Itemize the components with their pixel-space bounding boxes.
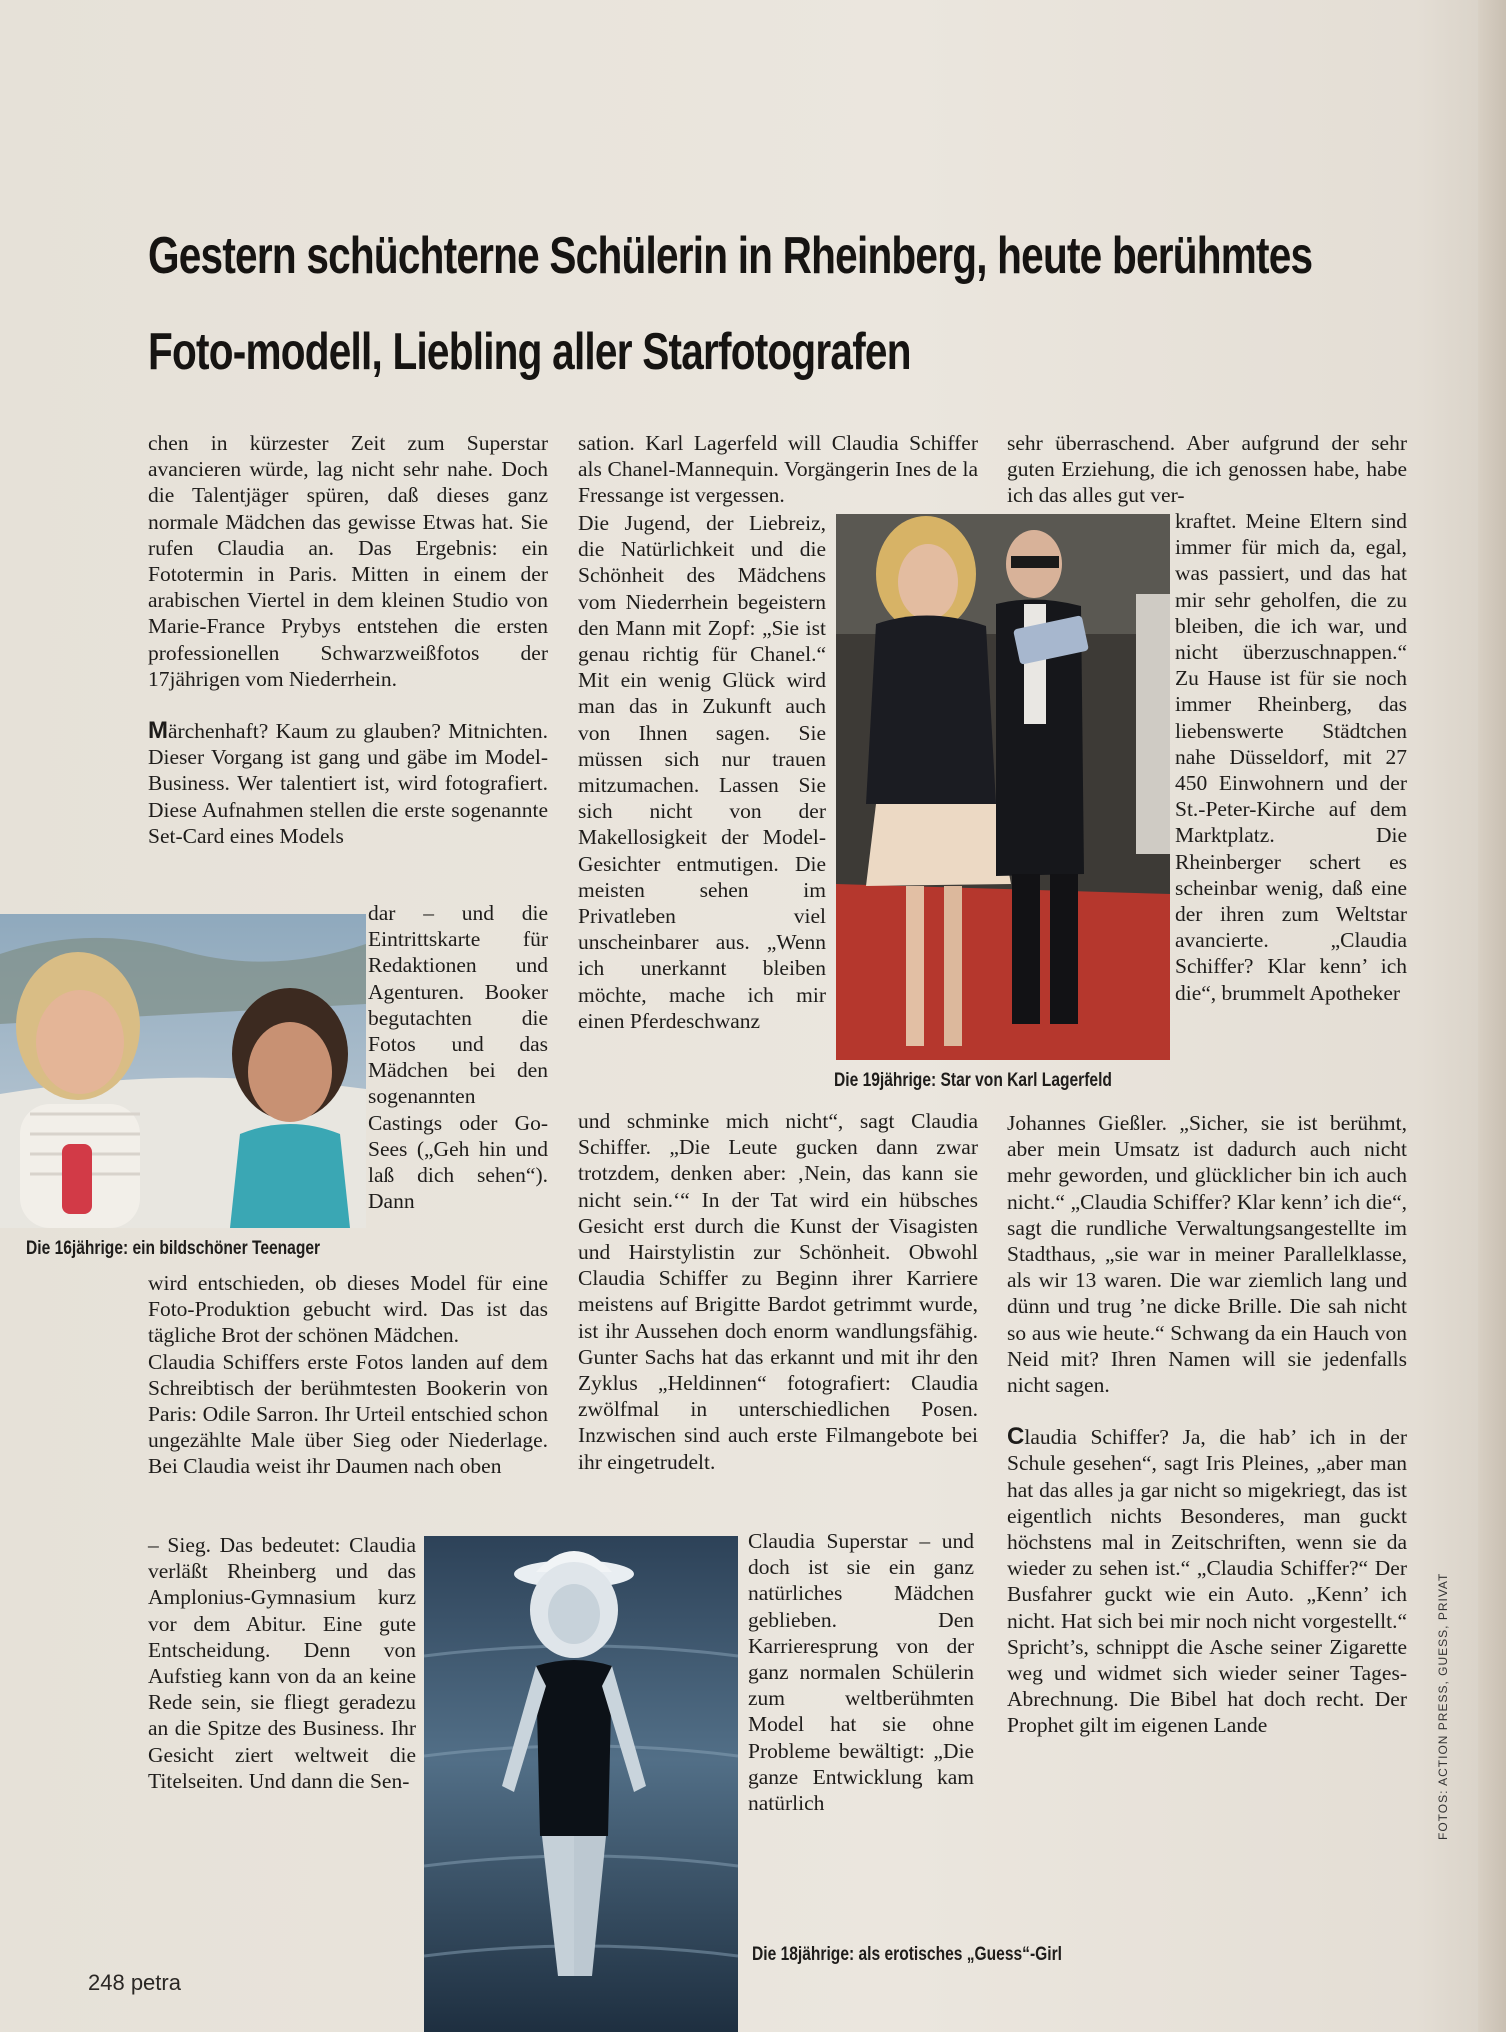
paragraph: sation. Karl Lagerfeld will Claudia Schiffer als Chanel-Mannequin. Vorgängerin Ines de la Fressange ist vergessen. bbox=[578, 431, 978, 508]
lagerfeld-photo-illustration bbox=[836, 514, 1170, 1060]
teenager-photo bbox=[0, 914, 366, 1228]
paragraph-text: ärchenhaft? Kaum zu glauben? Mitnichten. Dieser Vorgang ist gang und gäbe im Model-Business. Wer talentiert ist, wird fotografiert. Diese Aufnahmen stellen die erste sogenannte Set-Card eines Models bbox=[148, 719, 548, 848]
lagerfeld-photo bbox=[836, 514, 1170, 1060]
page-number: 248 petra bbox=[88, 1970, 181, 1995]
headline: Gestern schüchterne Schülerin in Rheinberg, heute berühmtes Foto-modell, Liebling aller Starfotografen bbox=[148, 227, 1313, 381]
paragraph: sehr überraschend. Aber aufgrund der sehr guten Erziehung, die ich genossen habe, habe ich das alles gut ver- bbox=[1007, 431, 1407, 508]
paragraph: chen in kürzester Zeit zum Superstar avancieren würde, lag nicht sehr nahe. Doch die Talentjäger spüren, daß dieses ganz normale Mädchen das gewisse Etwas hat. Sie rufen Claudia an. Das Ergebnis: ein Fototermin in Paris. Mitten in einem der arabischen Viertel in dem kleinen Studio von Marie-France Prybys entstehen die ersten professionellen Schwarzweißfotos der 17jährigen vom Niederrhein. bbox=[148, 431, 548, 691]
guess-photo bbox=[424, 1536, 738, 2032]
column-1-lower bbox=[148, 1270, 548, 1480]
photo-caption-guess: Die 18jährige: als erotisches „Guess“-Girl bbox=[752, 1944, 1062, 1965]
paragraph: Johannes Gießler. „Sicher, sie ist berühmt, aber mein Umsatz ist dadurch auch nicht mehr geworden, und glücklicher bin ich auch nicht.“ „Claudia Schiffer? Klar kenn’ ich die“, sagt die rundliche Verwaltungsangestellte im Stadthaus, „sie war in meiner Parallelklasse, als wir 13 waren. Die war ziemlich lang und dünn und trug ’ne dicke Brille. Die sah nicht so aus wie heute.“ Schwang da ein Hauch von Neid mit? Ihren Namen will sie jedenfalls nicht sagen. bbox=[1007, 1111, 1407, 1398]
column-1 bbox=[148, 430, 548, 849]
paragraph-text: laudia Schiffer? Ja, die hab’ ich in der Schule gesehen“, sagt Iris Pleines, „aber man hat das alles ja gar nicht so migekriegt, das ist eigentlich nichts Besonderes, man guckt höchstens mal in Zeitschriften, wenn sie da wieder zu sehen ist.“ „Claudia Schiffer?“ Der Busfahrer guckt wie ein Auto. „Kenn’ ich nicht. Hat sich bei mir noch nicht vorgestellt.“ Spricht’s, schnippt die Asche seiner Zigarette weg und widmet sich wieder seiner Tages-Abrechnung. Die Bibel hat doch recht. Der Prophet gilt im eigenen Lande bbox=[1007, 1425, 1407, 1738]
initial-letter: M bbox=[148, 717, 168, 745]
paragraph-wrap: Claudia Superstar – und doch ist sie ein ganz natürliches Mädchen geblieben. Den Karrieresprung von der ganz normalen Schülerin zum weltberühmten Model hat sie ohne Probleme bewältigt: „Die ganze Entwicklung kam natürlich bbox=[748, 1529, 974, 1816]
paragraph: und schminke mich nicht“, sagt Claudia Schiffer. „Die Leute gucken dann zwar trotzdem, denken aber: ‚Nein, das kann sie nicht sein.‘“ In der Tat wird ein hübsches Gesicht erst durch die Kunst der Visagisten und Hairstylistin zur Schönheit. Obwohl Claudia Schiffer zu Beginn ihrer Karriere meistens auf Brigitte Bardot getrimmt wurde, ist ihr Aussehen doch enorm wandlungsfähig. Gunter Sachs hat das erkannt und mit ihr den Zyklus „Heldinnen“ fotografiert: Claudia zwölfmal in unterschiedlichen Posen. Inzwischen sind auch erste Filmangebote bei ihr eingetrudelt. bbox=[578, 1109, 978, 1474]
photo-caption-teen: Die 16jährige: ein bildschöner Teenager bbox=[26, 1238, 321, 1259]
photo-credit: FOTOS: ACTION PRESS, GUESS, PRIVAT bbox=[1436, 1572, 1450, 1840]
paragraph bbox=[1007, 1424, 1407, 1738]
paragraph-wrap: dar – und die Eintrittskarte für Redaktionen und Agenturen. Booker begutachten die Fotos und das Mädchen bei den sogenannten Castings oder Go-Sees („Geh hin und laß dich sehen“). Dann bbox=[368, 901, 548, 1214]
paragraph-wrap: Die Jugend, der Liebreiz, die Natürlichkeit und die Schönheit des Mädchens vom Niederrhein begeistern den Mann mit Zopf: „Sie ist genau richtig für Chanel.“ Mit ein wenig Glück wird man das in Zukunft auch von Ihnen sagen. Sie müssen sich nur trauen mitzumachen. Lassen Sie sich nicht von der Makellosigkeit der Model-Gesichter entmutigen. Die meisten sehen im Privatleben viel unscheinbarer aus. „Wenn ich unerkannt bleiben möchte, mache ich mir einen Pferdeschwanz bbox=[578, 511, 826, 1033]
guess-photo-illustration bbox=[424, 1536, 738, 2032]
page-spine-shadow bbox=[1478, 0, 1506, 2032]
teenager-photo-illustration bbox=[0, 914, 366, 1228]
column-3-lower bbox=[1007, 1110, 1407, 1739]
initial-letter: C bbox=[1007, 1423, 1025, 1451]
paragraph-wrap: – Sieg. Das bedeutet: Claudia verläßt Rheinberg und das Amplonius-Gymnasium kurz vor dem Abitur. Eine gute Entscheidung. Denn von Aufstieg kann von da an keine Rede sein, sie fliegt geradezu an die Spitze des Business. Ihr Gesicht ziert weltweit die Titelseiten. Und dann die Sen- bbox=[148, 1533, 416, 1793]
paragraph-wrap: kraftet. Meine Eltern sind immer für mich da, egal, was passiert, und das hat mir sehr geholfen, die zu bleiben, die ich war, und nicht überzuschnappen.“ Zu Hause ist für sie noch immer Rheinberg, das liebenswerte Städtchen nahe Düsseldorf, mit 27 450 Einwohnern und der St.-Peter-Kirche auf dem Marktplatz. Die Rheinberger schert es scheinbar wenig, daß eine der ihren zum Weltstar avancierte. „Claudia Schiffer? Klar kenn’ ich die“, brummelt Apotheker bbox=[1175, 509, 1407, 1005]
paragraph: Claudia Schiffers erste Fotos landen auf dem Schreibtisch der berühmtesten Bookerin von Paris: Odile Sarron. Ihr Urteil entschied schon ungezählte Male über Sieg oder Niederlage. Bei Claudia weist ihr Daumen nach oben bbox=[148, 1349, 548, 1479]
paragraph: wird entschieden, ob dieses Model für eine Foto-Produktion gebucht wird. Das ist das tägliche Brot der schönen Mädchen. bbox=[148, 1271, 548, 1348]
photo-caption-lagerfeld: Die 19jährige: Star von Karl Lagerfeld bbox=[834, 1070, 1112, 1091]
paragraph bbox=[148, 718, 548, 849]
